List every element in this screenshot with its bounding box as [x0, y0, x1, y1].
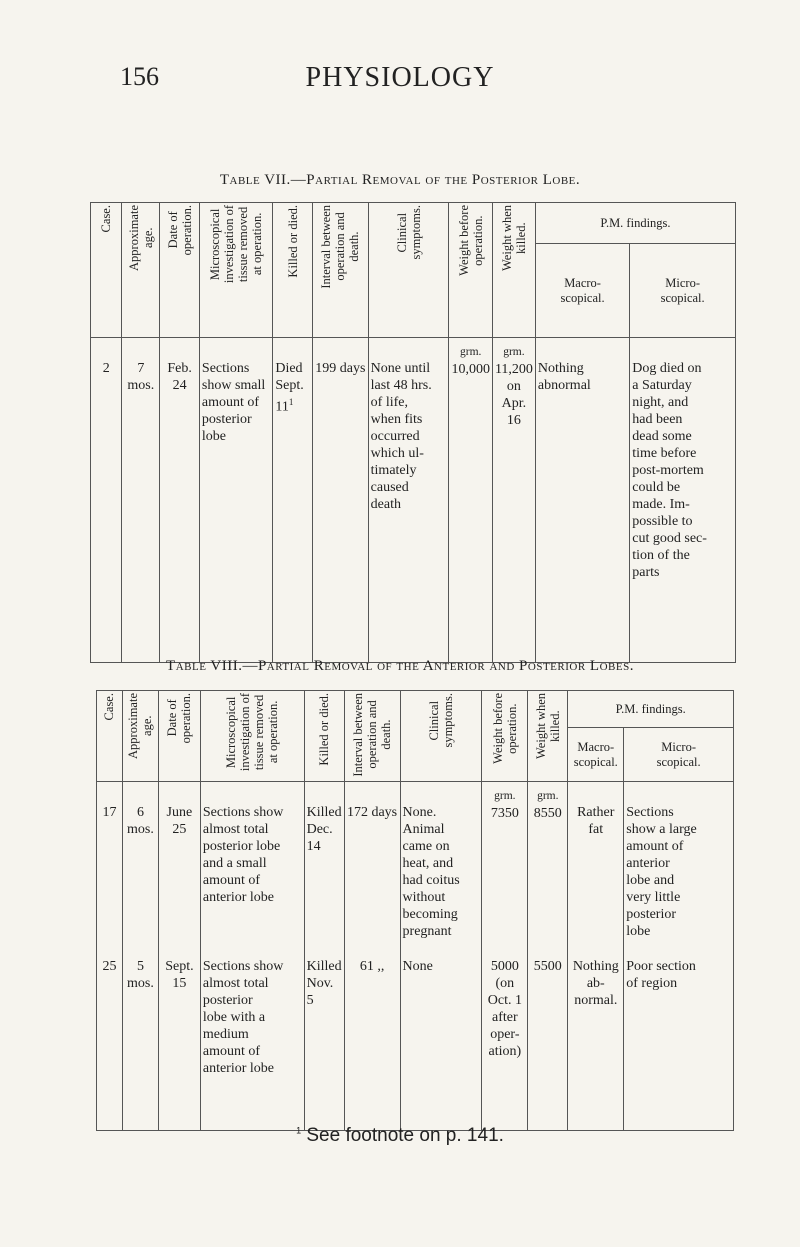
- cell-microscopical: Poor section of region: [624, 956, 734, 1131]
- unit-label: grm.: [503, 346, 525, 358]
- cell-macroscopical: Rather fat: [568, 782, 624, 957]
- unit-label: grm.: [459, 346, 482, 358]
- header-microscopical: Micro- scopical.: [660, 275, 705, 305]
- weight-before-value: 10,000: [451, 362, 490, 377]
- header-microscopical: Micro- scopical.: [656, 739, 701, 769]
- header-age: Approximate age.: [126, 205, 155, 271]
- cell-killed: [273, 338, 313, 663]
- cell-interval: 199 days: [313, 338, 369, 663]
- weight-killed-value: 11,200 on Apr. 16: [494, 362, 533, 428]
- cell-weight-killed: [492, 338, 535, 663]
- header-weight-killed: Weight when killed.: [499, 205, 528, 271]
- cell-micro-investigation: Sections show almost total posterior lobe and a small amount of anterior lobe: [200, 782, 304, 957]
- footnote-text: See footnote on p. 141.: [301, 1125, 504, 1146]
- page-number: 156: [120, 62, 159, 91]
- table8-header-row-1: [97, 691, 734, 728]
- cell-weight-before: 5000 (on Oct. 1 after oper- ation): [482, 956, 528, 1131]
- table7-header-row-1: [91, 203, 736, 244]
- cell-micro-investigation: Sections show almost total posterior lobe with a medium amount of anterior lobe: [200, 956, 304, 1131]
- table7-title: Table VII.—Partial Removal of the Posterior Lobe.: [219, 172, 581, 188]
- table7: [90, 202, 736, 663]
- cell-microscopical: Dog died on a Saturday night, and had been dead some time before post-mortem could be made. Im- possible to cut good sec- tion of the parts: [630, 338, 736, 663]
- cell-killed: Killed Nov. 5: [304, 956, 344, 1131]
- running-title: PHYSIOLOGY: [305, 62, 495, 93]
- cell-killed: Killed Dec. 14: [304, 782, 344, 957]
- cell-clinical: None. Animal came on heat, and had coitus without becoming pregnant: [400, 782, 482, 957]
- unit-label: grm.: [494, 790, 516, 802]
- cell-clinical: None until last 48 hrs. of life, when fits occurred which ul- timately caused death: [368, 338, 449, 663]
- cell-weight-killed: 5500: [528, 956, 568, 1131]
- footnote-marker: 1: [296, 1125, 302, 1136]
- cell-macroscopical: Nothing abnormal: [535, 338, 629, 663]
- header-weight-killed: Weight when killed.: [533, 693, 562, 759]
- table-row: [97, 956, 734, 1131]
- cell-interval: 61 ,,: [344, 956, 400, 1131]
- header-pm-findings: P.M. findings.: [615, 701, 686, 716]
- header-weight-before: Weight before operation.: [456, 205, 485, 276]
- cell-date: Feb. 24: [160, 338, 200, 663]
- header-macroscopical: Macro- scopical.: [560, 275, 605, 305]
- cell-age: 5 mos.: [122, 956, 158, 1131]
- header-date: Date of operation.: [165, 205, 194, 256]
- cell-date: June 25: [158, 782, 200, 957]
- header-age: Approximate age.: [126, 693, 155, 759]
- weight-before-value: 7350: [490, 806, 519, 821]
- header-case: Case.: [102, 693, 117, 721]
- footnote: [0, 1125, 800, 1147]
- cell-case: 17: [97, 782, 123, 957]
- header-micro-investigation: Microscopical investigation of tissue removed at operation.: [208, 205, 265, 284]
- table-row: [97, 782, 734, 957]
- header-clinical: Clinical symptoms.: [394, 205, 423, 260]
- unit-label: grm.: [537, 790, 559, 802]
- cell-clinical: None: [400, 956, 482, 1131]
- page-header: [0, 62, 800, 92]
- table8-title: Table VIII.—Partial Removal of the Anterior and Posterior Lobes.: [166, 658, 634, 674]
- cell-weight-before: [482, 782, 528, 957]
- cell-date: Sept. 15: [158, 956, 200, 1131]
- weight-killed-value: 8550: [533, 806, 562, 821]
- header-killed: Killed or died.: [317, 693, 332, 766]
- header-date: Date of operation.: [165, 693, 194, 744]
- header-weight-before: Weight before operation.: [490, 693, 519, 764]
- cell-weight-killed: [528, 782, 568, 957]
- header-clinical: Clinical symptoms.: [426, 693, 455, 748]
- header-interval: Interval between operation and death.: [319, 205, 362, 289]
- header-killed: Killed or died.: [285, 205, 300, 278]
- header-macroscopical: Macro- scopical.: [573, 739, 618, 769]
- header-pm-findings: P.M. findings.: [600, 215, 671, 230]
- footnote-ref: 1: [288, 397, 294, 407]
- table8: [96, 690, 734, 1131]
- table-row: [91, 338, 736, 663]
- killed-text: Died Sept. 11: [275, 361, 304, 415]
- cell-macroscopical: Nothing ab- normal.: [568, 956, 624, 1131]
- header-interval: Interval between operation and death.: [351, 693, 394, 777]
- cell-microscopical: Sections show a large amount of anterior lobe and very little posterior lobe: [624, 782, 734, 957]
- header-micro-investigation: Microscopical investigation of tissue removed at operation.: [224, 693, 281, 772]
- header-case: Case.: [99, 205, 114, 233]
- cell-micro-investigation: Sections show small amount of posterior lobe: [199, 338, 272, 663]
- cell-weight-before: [449, 338, 493, 663]
- cell-age: 6 mos.: [122, 782, 158, 957]
- cell-interval: 172 days: [344, 782, 400, 957]
- cell-case: 2: [91, 338, 122, 663]
- cell-age: 7 mos.: [122, 338, 160, 663]
- cell-case: 25: [97, 956, 123, 1131]
